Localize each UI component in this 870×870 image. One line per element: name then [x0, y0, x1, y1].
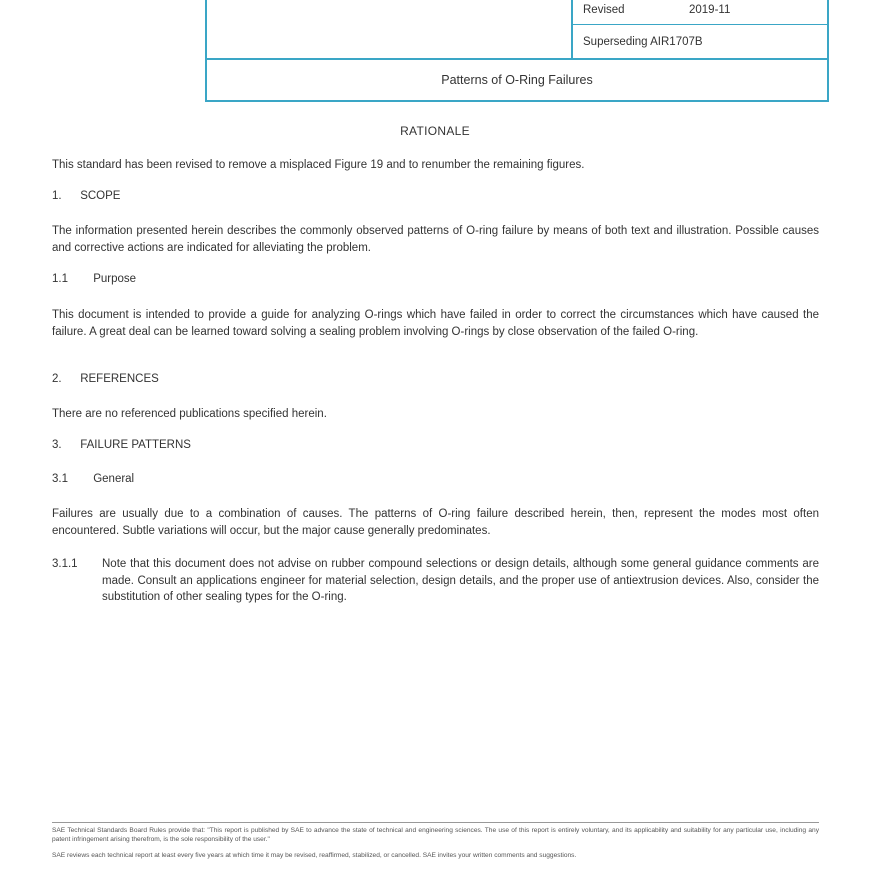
references-text: There are no referenced publications specified herein. [52, 408, 327, 420]
header-divider [571, 0, 573, 58]
section-number: 2. [52, 373, 62, 385]
section-title: Purpose [93, 273, 137, 285]
section-3-1-1-text: Note that this document does not advise on rubber compound selections or design details, although some general guidance comments are made. Consult an applications engineer for material selection, design details, and the proper use of antiextrusion devices. Also, consider the substitution of other sealing types for the O-ring. [102, 558, 819, 603]
general-text: Failures are usually due to a combination of causes. The patterns of O-ring failure described herein, then, represent the modes most often encountered. Subtle variations will occur, but the major cause generally predominates. [52, 508, 819, 537]
section-1-heading [52, 190, 120, 202]
section-3-heading [52, 439, 191, 451]
section-number: 3. [52, 439, 62, 451]
document-title: Patterns of O-Ring Failures [441, 73, 593, 87]
scope-text: The information presented herein describes the commonly observed patterns of O-ring failure by means of both text and illustration. Possible causes and corrective actions are indicated for alleviating the problem. [52, 225, 819, 254]
section-number: 3.1.1 [52, 558, 78, 570]
purpose-text: This document is intended to provide a guide for analyzing O-rings which have failed in order to correct the circumstances which have caused the failure. A great deal can be learned toward solving a sealing problem involving O-rings by close observation of the failed O-ring. [52, 309, 819, 338]
section-title: General [93, 473, 135, 485]
footer-rule [52, 822, 819, 823]
meta-separator [573, 24, 827, 25]
section-3-1-heading [52, 473, 134, 485]
footer-review-notice: SAE reviews each technical report at least every five years at which time it may be revised, reaffirmed, stabilized, or cancelled. SAE invites your written comments and suggestions. [52, 852, 577, 859]
superseding-label: Superseding AIR1707B [583, 36, 703, 48]
rationale-text: This standard has been revised to remove a misplaced Figure 19 and to renumber the remaining figures. [52, 159, 585, 171]
footer-disclaimer: SAE Technical Standards Board Rules provide that: "This report is published by SAE to advance the state of technical and engineering sciences. The use of this report is entirely voluntary, and its applicability and suitability for any particular use, including any patent infringement arising therefrom, is the sole responsibility of the user." [52, 827, 819, 843]
section-title: REFERENCES [80, 373, 159, 385]
section-3-1-1 [52, 556, 819, 606]
header-top-section [207, 0, 827, 60]
revised-date: 2019-11 [689, 4, 731, 16]
section-number: 3.1 [52, 473, 68, 485]
section-2-heading [52, 373, 159, 385]
rationale-heading: RATIONALE [400, 124, 470, 138]
section-title: FAILURE PATTERNS [80, 439, 191, 451]
section-number: 1.1 [52, 273, 68, 285]
section-number: 1. [52, 190, 62, 202]
section-title: SCOPE [80, 190, 121, 202]
revised-label: Revised [583, 4, 625, 16]
document-header-box [205, 0, 829, 102]
section-1-1-heading [52, 273, 136, 285]
